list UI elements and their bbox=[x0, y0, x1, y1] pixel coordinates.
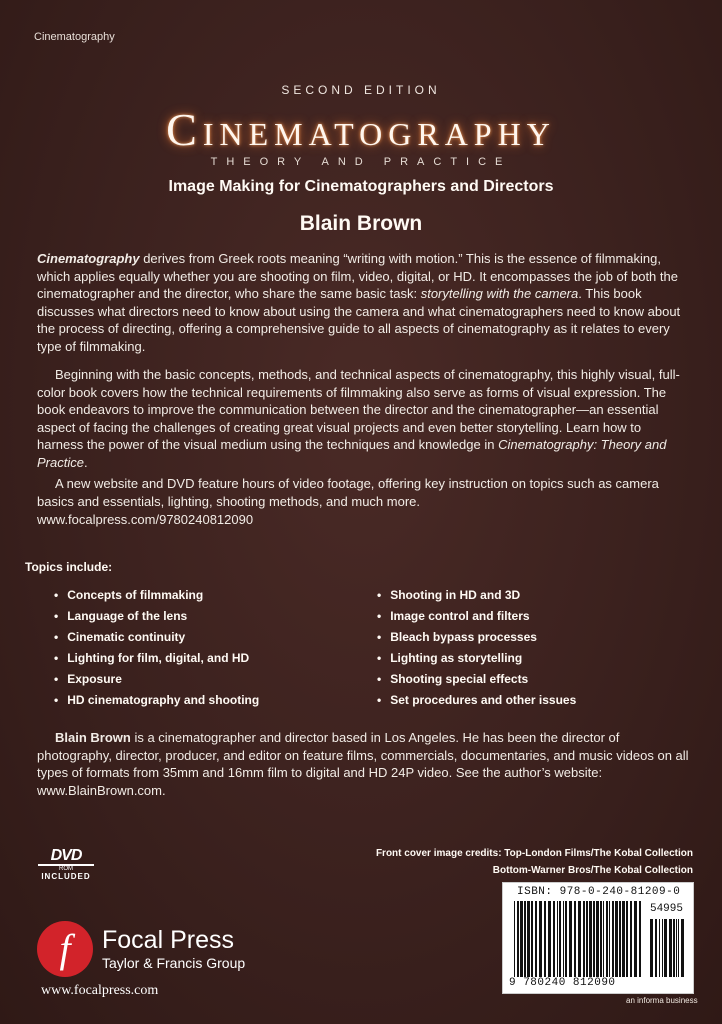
barcode-bar bbox=[619, 901, 621, 977]
barcode-bar bbox=[557, 901, 558, 977]
barcode-bar bbox=[681, 919, 684, 977]
author-bio-text: is a cinematographer and director based in Los Angeles. He has been the director of photography, director, producer, and editor on feature films, commercials, documentaries, and music videos on all types of formats from 35mm and 16mm film to digital and HD 24P video. See the author’s website: www.BlainBrown.com. bbox=[37, 730, 689, 798]
barcode-bar bbox=[559, 901, 561, 977]
barcode-bar bbox=[539, 901, 542, 977]
description-text: derives from Greek roots meaning “writing with motion.” This is the essence of filmmaking, which applies equally whether you are shooting on film, video, digital, or HD. It encompasses the job of both the cinematographer and the director, who share the same basic task: bbox=[37, 251, 678, 301]
barcode-bar bbox=[676, 919, 677, 977]
focal-press-logo-icon bbox=[36, 920, 94, 978]
barcode-bar bbox=[669, 919, 672, 977]
list-item: • Lighting as storytelling bbox=[377, 648, 576, 669]
barcode-bar bbox=[578, 901, 581, 977]
barcode-bar bbox=[662, 919, 663, 977]
publisher-group: Taylor & Francis Group bbox=[102, 955, 246, 971]
barcode-bar bbox=[678, 919, 679, 977]
barcode-bar bbox=[596, 901, 599, 977]
dvd-logo: DVD bbox=[38, 848, 94, 866]
barcode-bar bbox=[574, 901, 576, 977]
price-code: 54995 bbox=[649, 903, 683, 915]
edition-label: SECOND EDITION bbox=[281, 83, 441, 97]
barcode-digits: 9 780240 812090 bbox=[509, 977, 616, 989]
price-barcode-icon bbox=[649, 919, 685, 977]
description-paragraph-2 bbox=[37, 366, 689, 471]
dvd-rom-label: ROM bbox=[59, 866, 73, 872]
description-emphasis: storytelling with the camera bbox=[420, 286, 579, 301]
category-label: Cinematography bbox=[34, 31, 115, 43]
logo-letter: f bbox=[59, 926, 71, 971]
description-text: . bbox=[83, 454, 88, 470]
barcode-bar bbox=[535, 901, 537, 977]
author-name: Blain Brown bbox=[299, 212, 423, 235]
barcode-bar bbox=[606, 901, 608, 977]
list-item: • Image control and filters bbox=[377, 606, 576, 627]
topics-list-right bbox=[377, 585, 576, 711]
barcode-bar bbox=[609, 901, 610, 977]
list-item: • Exposure bbox=[54, 669, 259, 690]
barcode-bar bbox=[612, 901, 614, 977]
barcode-bar bbox=[565, 901, 567, 977]
barcode-bar bbox=[615, 901, 618, 977]
dvd-badge bbox=[38, 848, 94, 881]
barcode-bar bbox=[664, 919, 667, 977]
barcode-bar bbox=[603, 901, 604, 977]
list-item: • Set procedures and other issues bbox=[377, 690, 576, 711]
publisher-url: www.focalpress.com bbox=[41, 983, 159, 998]
barcode-bar bbox=[659, 919, 660, 977]
barcode-bar bbox=[553, 901, 555, 977]
publisher-name: Focal Press bbox=[102, 926, 234, 954]
barcode-bar bbox=[622, 901, 625, 977]
barcode-bar bbox=[650, 919, 653, 977]
image-credits bbox=[375, 845, 693, 879]
barcode-bar bbox=[524, 901, 526, 977]
barcode-bar bbox=[634, 901, 637, 977]
book-tagline: Image Making for Cinematographers and Directors bbox=[168, 178, 554, 195]
barcode-bar bbox=[569, 901, 572, 977]
credit-line: Front cover image credits: Top-London Films/The Kobal Collection bbox=[375, 848, 693, 859]
barcode-icon bbox=[513, 901, 643, 977]
barcode-bar bbox=[589, 901, 592, 977]
list-item: • HD cinematography and shooting bbox=[54, 690, 259, 711]
barcode-bar bbox=[655, 919, 657, 977]
credit-line: Bottom-Warner Bros/The Kobal Collection bbox=[492, 865, 693, 876]
topics-heading: Topics include: bbox=[25, 560, 113, 574]
isbn-label: ISBN: 978-0-240-81209-0 bbox=[517, 886, 681, 898]
barcode-bar bbox=[630, 901, 632, 977]
author-bio bbox=[37, 729, 697, 799]
list-item: • Bleach bypass processes bbox=[377, 627, 576, 648]
topics-list-left bbox=[54, 585, 259, 711]
book-title: Cinematography bbox=[166, 104, 556, 155]
barcode-bar bbox=[527, 901, 530, 977]
barcode-bar bbox=[583, 901, 585, 977]
barcode-bar bbox=[548, 901, 551, 977]
companion-website-url: www.focalpress.com/9780240812090 bbox=[37, 512, 254, 527]
barcode-bar bbox=[517, 901, 519, 977]
list-item: • Shooting special effects bbox=[377, 669, 576, 690]
barcode-bar bbox=[600, 901, 602, 977]
description-lead: Cinematography bbox=[37, 251, 140, 266]
list-item: • Concepts of filmmaking bbox=[54, 585, 259, 606]
list-item: • Language of the lens bbox=[54, 606, 259, 627]
barcode-bar bbox=[626, 901, 628, 977]
description-text: . This book discusses what directors need to know about using the camera and what cinematographers need to know about the process of directing, offering a comprehensive guide to all aspects of cinematography as it relates to every type of filmmaking. bbox=[37, 286, 681, 354]
author-bio-name: Blain Brown bbox=[55, 730, 131, 745]
barcode-bar bbox=[531, 901, 533, 977]
barcode-bar bbox=[639, 901, 641, 977]
barcode-bar bbox=[673, 919, 675, 977]
description-paragraph-1 bbox=[37, 250, 689, 355]
barcode-bar bbox=[563, 901, 564, 977]
description-paragraph-3: A new website and DVD feature hours of video footage, offering key instruction on topics such as camera basics and essentials, lighting, shooting methods, and much more. bbox=[37, 476, 659, 509]
barcode-bar bbox=[593, 901, 595, 977]
description-emphasis: Cinematography: Theory and Practice bbox=[37, 437, 667, 470]
list-item: • Cinematic continuity bbox=[54, 627, 259, 648]
informa-tagline: an informa business bbox=[626, 996, 698, 1005]
book-subtitle: THEORY AND PRACTICE bbox=[210, 156, 512, 168]
barcode-bar bbox=[544, 901, 546, 977]
list-item: • Shooting in HD and 3D bbox=[377, 585, 576, 606]
barcode-panel bbox=[502, 882, 694, 994]
description-text: Beginning with the basic concepts, methods, and technical aspects of cinematography, this highly visual, full-color book covers how the technical requirements of filmmaking also serve as forms of visual expression. The book endeavors to improve the communication between the director and the cinematographer—an essential aspect of facing the challenges of creating great visual projects and even better storytelling. Learn how to harness the power of the visual medium using the techniques and knowledge in bbox=[37, 367, 680, 452]
dvd-included-label: INCLUDED bbox=[41, 872, 91, 881]
barcode-bar bbox=[514, 901, 515, 977]
list-item: • Lighting for film, digital, and HD bbox=[54, 648, 259, 669]
barcode-bar bbox=[586, 901, 588, 977]
barcode-bar bbox=[520, 901, 523, 977]
